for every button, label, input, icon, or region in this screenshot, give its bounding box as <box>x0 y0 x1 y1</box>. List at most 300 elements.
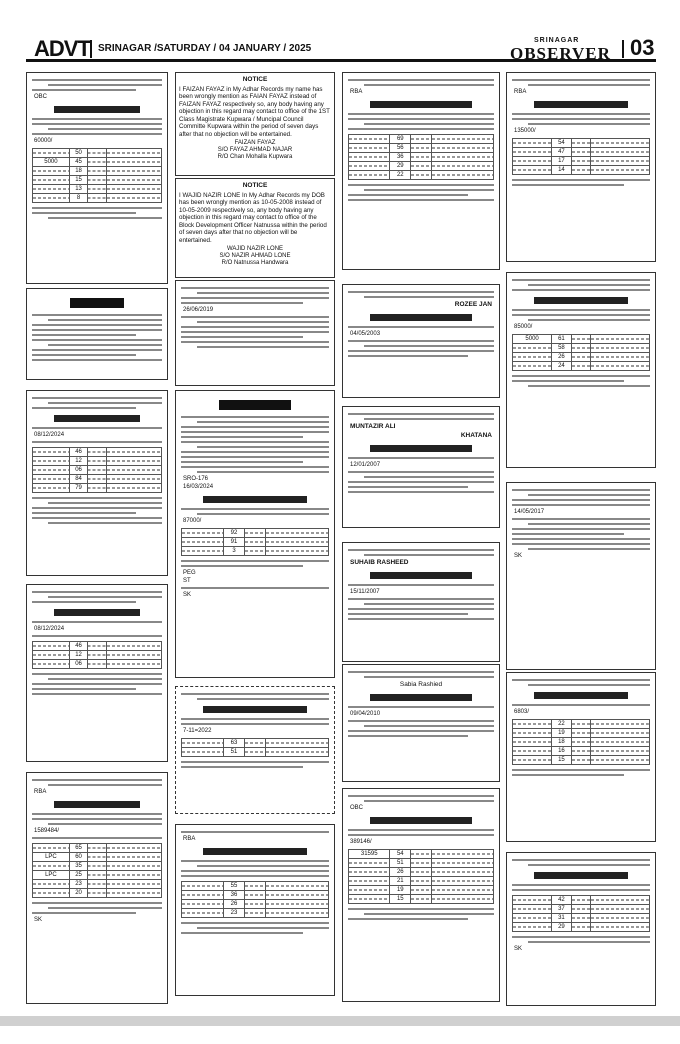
date: 15/11/2007 <box>350 589 380 595</box>
ad-block <box>506 672 656 842</box>
table-cell: 22 <box>390 171 411 180</box>
table-cell <box>33 194 70 203</box>
ad-block <box>506 272 656 468</box>
notice-body: I FAIZAN FAYAZ in My Adhar Records my name has been wrongly mention as FAIAN FAYAZ instead of FAIZAN FAYAZ respectively so, any body having any objection in this regard may contact to office of the 1ST Class Magistrate Kupwara / Muncipal Council Committe Kupwara within the period of seven days after that no objection will be entertained. <box>179 85 330 138</box>
table-cell <box>591 720 650 729</box>
table-cell <box>572 157 592 166</box>
table-cell <box>33 149 70 158</box>
table-cell: LPC <box>33 853 70 862</box>
date: 26/06/2019 <box>183 307 214 313</box>
table-cell <box>432 877 494 886</box>
ad-block <box>26 72 168 284</box>
table-cell: 56 <box>390 144 411 153</box>
notice-signature: S/O NAZIR AHMAD LONE <box>219 253 291 259</box>
ad-block <box>342 406 500 528</box>
data-table <box>512 138 650 175</box>
table-cell: LPC <box>33 871 70 880</box>
table-cell <box>513 914 552 923</box>
table-cell <box>513 729 552 738</box>
table-cell <box>513 353 552 362</box>
table-cell <box>266 547 329 556</box>
category-tag: RBA <box>350 89 363 95</box>
table-cell <box>88 185 106 194</box>
table-cell <box>513 362 552 371</box>
table-cell <box>266 882 329 891</box>
table-cell: 58 <box>552 344 572 353</box>
table-cell <box>88 475 106 484</box>
table-cell: 47 <box>552 148 572 157</box>
table-cell <box>513 905 552 914</box>
brand-logo: OBSERVER <box>510 44 611 63</box>
table-cell <box>107 448 162 457</box>
table-cell <box>245 739 266 748</box>
ad-block <box>342 664 500 782</box>
table-cell <box>88 448 106 457</box>
table-cell <box>33 176 70 185</box>
data-table <box>32 447 162 493</box>
header-divider <box>622 40 624 58</box>
table-cell <box>432 850 494 859</box>
category-tag: ST <box>183 578 191 584</box>
table-cell: 26 <box>552 353 572 362</box>
table-cell <box>245 909 266 918</box>
table-cell <box>411 153 432 162</box>
table-cell <box>432 153 494 162</box>
dateline: SRINAGAR /SATURDAY / 04 JANUARY / 2025 <box>98 43 312 54</box>
table-cell: 31595 <box>349 850 390 859</box>
brand-city: SRINAGAR <box>534 37 580 44</box>
table-cell <box>245 748 266 757</box>
table-cell: 60 <box>70 853 88 862</box>
table-cell: 18 <box>70 167 88 176</box>
table-cell <box>591 353 650 362</box>
table-cell <box>349 153 390 162</box>
signoff-tag: SK <box>514 553 523 559</box>
table-cell <box>107 149 162 158</box>
data-table <box>512 895 650 932</box>
table-cell <box>107 475 162 484</box>
table-cell <box>245 900 266 909</box>
table-cell <box>572 738 592 747</box>
table-cell: 63 <box>224 739 245 748</box>
notice-body: I WAJID NAZIR LONE In My Adhar Records my DOB has been wrongly mention as 10-05-2008 instead of 10-05-2009 respectively so, any body having any objection in this regard may contact to office of the Block Development Officer Natnussa within the period of seven days after that no objection will be entertained. <box>179 191 327 244</box>
date: 16/03/2024 <box>183 484 214 490</box>
table-cell: 12 <box>70 651 88 660</box>
table-cell <box>33 457 70 466</box>
table-cell <box>107 457 162 466</box>
table-cell <box>591 362 650 371</box>
reference-tag: SRO-176 <box>183 476 209 482</box>
applicant-name: SUHAIB RASHEED <box>350 559 409 566</box>
table-cell: 23 <box>224 909 245 918</box>
category-tag: RBA <box>514 89 527 95</box>
table-cell <box>411 850 432 859</box>
table-cell <box>182 739 224 748</box>
column-4 <box>506 72 656 1008</box>
table-cell: 26 <box>224 900 245 909</box>
table-cell <box>349 135 390 144</box>
table-cell <box>33 844 70 853</box>
table-cell <box>107 889 162 898</box>
table-cell <box>182 529 224 538</box>
table-cell <box>33 642 70 651</box>
table-cell <box>591 738 650 747</box>
table-cell <box>33 167 70 176</box>
table-cell <box>266 739 329 748</box>
ad-block <box>175 824 335 996</box>
table-cell <box>572 756 592 765</box>
table-cell <box>88 466 106 475</box>
table-cell: 8 <box>70 194 88 203</box>
column-3 <box>342 72 500 1008</box>
applicant-name: KHATANA <box>460 432 492 439</box>
table-cell <box>107 484 162 493</box>
table-cell <box>513 738 552 747</box>
data-table <box>32 641 162 669</box>
table-cell <box>266 748 329 757</box>
amount: 1589484/ <box>34 828 60 834</box>
data-table <box>348 134 494 180</box>
table-cell <box>107 660 162 669</box>
page-header <box>26 34 656 62</box>
date: 04/05/2003 <box>350 331 381 337</box>
category-tag: RBA <box>183 836 196 842</box>
ad-block <box>506 852 656 1006</box>
amount: 85000/ <box>514 324 533 330</box>
table-cell <box>572 139 592 148</box>
ad-block <box>342 542 500 662</box>
table-cell: 20 <box>70 889 88 898</box>
table-cell <box>107 642 162 651</box>
table-cell <box>107 651 162 660</box>
table-cell <box>182 909 224 918</box>
column-2 <box>175 72 335 1008</box>
table-cell: 21 <box>390 877 411 886</box>
table-cell <box>107 844 162 853</box>
amount: 389146/ <box>350 839 372 845</box>
table-cell <box>513 747 552 756</box>
table-cell <box>88 862 106 871</box>
amount: 87000/ <box>183 518 202 524</box>
table-cell <box>591 923 650 932</box>
table-cell: 06 <box>70 466 88 475</box>
signoff-tag: SK <box>514 946 523 952</box>
table-cell <box>591 166 650 175</box>
table-cell <box>88 880 106 889</box>
notice <box>179 76 331 161</box>
table-cell <box>88 853 106 862</box>
table-cell <box>182 748 224 757</box>
category-tag: RBA <box>34 789 47 795</box>
table-cell: 24 <box>552 362 572 371</box>
table-cell: 46 <box>70 642 88 651</box>
amount: 135000/ <box>514 128 536 134</box>
table-cell <box>88 889 106 898</box>
table-cell: 84 <box>70 475 88 484</box>
table-cell: 22 <box>552 720 572 729</box>
header-divider <box>90 40 92 58</box>
table-cell <box>432 135 494 144</box>
ad-block <box>175 686 335 814</box>
table-cell: 69 <box>390 135 411 144</box>
table-cell <box>245 538 266 547</box>
table-cell <box>107 466 162 475</box>
table-cell <box>572 166 592 175</box>
applicant-name: Sabia Rashied <box>399 681 443 688</box>
table-cell <box>88 149 106 158</box>
notice-signature: WAJID NAZIR LONE <box>226 246 284 252</box>
table-cell: 19 <box>390 886 411 895</box>
table-cell <box>411 144 432 153</box>
table-cell: 18 <box>552 738 572 747</box>
table-cell <box>182 900 224 909</box>
ad-block <box>175 390 335 678</box>
ad-block <box>26 772 168 1004</box>
table-cell <box>411 162 432 171</box>
table-cell <box>591 139 650 148</box>
table-cell <box>591 747 650 756</box>
table-cell: 23 <box>70 880 88 889</box>
table-cell: 3 <box>224 547 245 556</box>
table-cell <box>33 651 70 660</box>
table-cell <box>572 896 592 905</box>
table-cell <box>182 882 224 891</box>
table-cell: 5000 <box>513 335 552 344</box>
table-cell <box>245 891 266 900</box>
table-cell <box>349 877 390 886</box>
table-cell <box>572 923 592 932</box>
ad-block <box>342 284 500 398</box>
table-cell <box>88 457 106 466</box>
table-cell <box>591 905 650 914</box>
table-cell: 51 <box>224 748 245 757</box>
table-cell <box>411 171 432 180</box>
table-cell <box>572 720 592 729</box>
table-cell <box>33 660 70 669</box>
table-cell: 51 <box>390 859 411 868</box>
table-cell <box>107 880 162 889</box>
ad-block <box>342 72 500 270</box>
table-cell <box>411 868 432 877</box>
table-cell <box>349 162 390 171</box>
table-cell <box>591 729 650 738</box>
table-cell: 29 <box>390 162 411 171</box>
table-cell <box>513 166 552 175</box>
table-cell <box>432 886 494 895</box>
table-cell: 14 <box>552 166 572 175</box>
ad-block <box>342 788 500 1002</box>
ad-block <box>26 288 168 380</box>
table-cell <box>513 923 552 932</box>
table-cell <box>591 157 650 166</box>
ad-block <box>175 280 335 386</box>
table-cell <box>266 538 329 547</box>
table-cell <box>591 914 650 923</box>
table-cell <box>182 538 224 547</box>
table-cell <box>88 871 106 880</box>
table-cell <box>432 171 494 180</box>
data-table <box>348 849 494 904</box>
table-cell: 5000 <box>33 158 70 167</box>
table-cell <box>572 729 592 738</box>
notice-box <box>175 178 335 278</box>
table-cell: 91 <box>224 538 245 547</box>
table-cell <box>572 344 592 353</box>
table-cell <box>107 158 162 167</box>
table-cell <box>245 547 266 556</box>
table-cell: 37 <box>552 905 572 914</box>
notice <box>179 182 331 267</box>
table-cell <box>33 880 70 889</box>
signoff-tag: SK <box>183 592 192 598</box>
table-cell <box>245 529 266 538</box>
table-cell <box>33 448 70 457</box>
table-cell <box>107 167 162 176</box>
table-cell: 36 <box>390 153 411 162</box>
table-cell <box>572 905 592 914</box>
notice-signature: FAIZAN FAYAZ <box>234 140 276 146</box>
data-table <box>181 528 329 556</box>
table-cell <box>411 886 432 895</box>
applicant-name: ROZEE JAN <box>454 301 492 308</box>
ad-block <box>26 584 168 762</box>
table-cell <box>88 176 106 185</box>
category-tag: OBC <box>34 94 48 100</box>
table-cell <box>432 144 494 153</box>
table-cell: 42 <box>552 896 572 905</box>
table-cell <box>513 720 552 729</box>
table-cell <box>591 148 650 157</box>
table-cell <box>591 335 650 344</box>
table-cell: 61 <box>552 335 572 344</box>
table-cell <box>432 859 494 868</box>
table-cell: 54 <box>390 850 411 859</box>
data-table <box>181 738 329 757</box>
section-label: ADVT <box>34 36 90 61</box>
table-cell <box>432 162 494 171</box>
table-cell: 17 <box>552 157 572 166</box>
table-cell <box>33 484 70 493</box>
ad-block <box>26 390 168 576</box>
table-cell <box>107 862 162 871</box>
amount: 60000/ <box>34 138 53 144</box>
table-cell <box>33 889 70 898</box>
table-cell <box>266 891 329 900</box>
table-cell <box>33 475 70 484</box>
table-cell <box>513 157 552 166</box>
table-cell: 12 <box>70 457 88 466</box>
table-cell: 45 <box>70 158 88 167</box>
notice-box <box>175 72 335 176</box>
table-cell: 25 <box>70 871 88 880</box>
table-cell <box>572 362 592 371</box>
table-cell <box>107 194 162 203</box>
table-cell <box>349 886 390 895</box>
table-cell <box>88 651 106 660</box>
table-cell <box>591 756 650 765</box>
table-cell: 16 <box>552 747 572 756</box>
table-cell <box>349 895 390 904</box>
table-cell: 35 <box>70 862 88 871</box>
table-cell <box>513 344 552 353</box>
table-cell: 55 <box>224 882 245 891</box>
table-cell <box>349 859 390 868</box>
table-cell <box>182 891 224 900</box>
table-cell: 36 <box>224 891 245 900</box>
notice-signature: S/O FAYAZ AHMAD NAJAR <box>217 147 293 153</box>
notice-heading: NOTICE <box>242 182 268 189</box>
table-cell <box>88 844 106 853</box>
table-cell: 15 <box>70 176 88 185</box>
column-1 <box>26 72 168 1008</box>
table-cell <box>245 882 266 891</box>
table-cell <box>107 176 162 185</box>
table-cell <box>88 660 106 669</box>
table-cell: 79 <box>70 484 88 493</box>
table-cell <box>513 139 552 148</box>
applicant-name: MUNTAZIR ALI <box>350 423 396 430</box>
table-cell <box>107 185 162 194</box>
table-cell <box>513 756 552 765</box>
data-table <box>32 148 162 203</box>
table-cell: 92 <box>224 529 245 538</box>
table-cell <box>88 167 106 176</box>
table-cell: 15 <box>552 756 572 765</box>
table-cell: 54 <box>552 139 572 148</box>
table-cell <box>88 484 106 493</box>
table-cell <box>266 909 329 918</box>
page-number: 03 <box>630 35 655 60</box>
table-cell <box>182 547 224 556</box>
table-cell <box>572 148 592 157</box>
table-cell <box>432 895 494 904</box>
date: 14/05/2017 <box>514 509 545 515</box>
category-tag: OBC <box>350 805 364 811</box>
table-cell <box>33 185 70 194</box>
date: 08/12/2024 <box>34 626 65 632</box>
signoff-tag: SK <box>34 917 43 923</box>
table-cell: 31 <box>552 914 572 923</box>
table-cell <box>349 171 390 180</box>
table-cell <box>107 871 162 880</box>
table-cell <box>33 466 70 475</box>
category-tag: PEG <box>183 570 196 576</box>
table-cell <box>572 914 592 923</box>
notice-heading: NOTICE <box>242 76 268 83</box>
table-cell: 29 <box>552 923 572 932</box>
notice-signature: R/O Chan Mohalla Kupwara <box>217 154 293 160</box>
data-table <box>512 719 650 765</box>
table-cell <box>572 353 592 362</box>
data-table <box>181 881 329 918</box>
table-cell <box>88 642 106 651</box>
table-cell <box>591 896 650 905</box>
table-cell <box>349 868 390 877</box>
table-cell <box>513 148 552 157</box>
table-cell <box>349 144 390 153</box>
date: 08/12/2024 <box>34 432 65 438</box>
table-cell: 19 <box>552 729 572 738</box>
table-cell: 06 <box>70 660 88 669</box>
table-cell: 15 <box>390 895 411 904</box>
table-cell: 65 <box>70 844 88 853</box>
table-cell <box>411 859 432 868</box>
table-cell <box>88 158 106 167</box>
table-cell <box>411 895 432 904</box>
table-cell <box>513 896 552 905</box>
table-cell <box>411 135 432 144</box>
table-cell <box>411 877 432 886</box>
